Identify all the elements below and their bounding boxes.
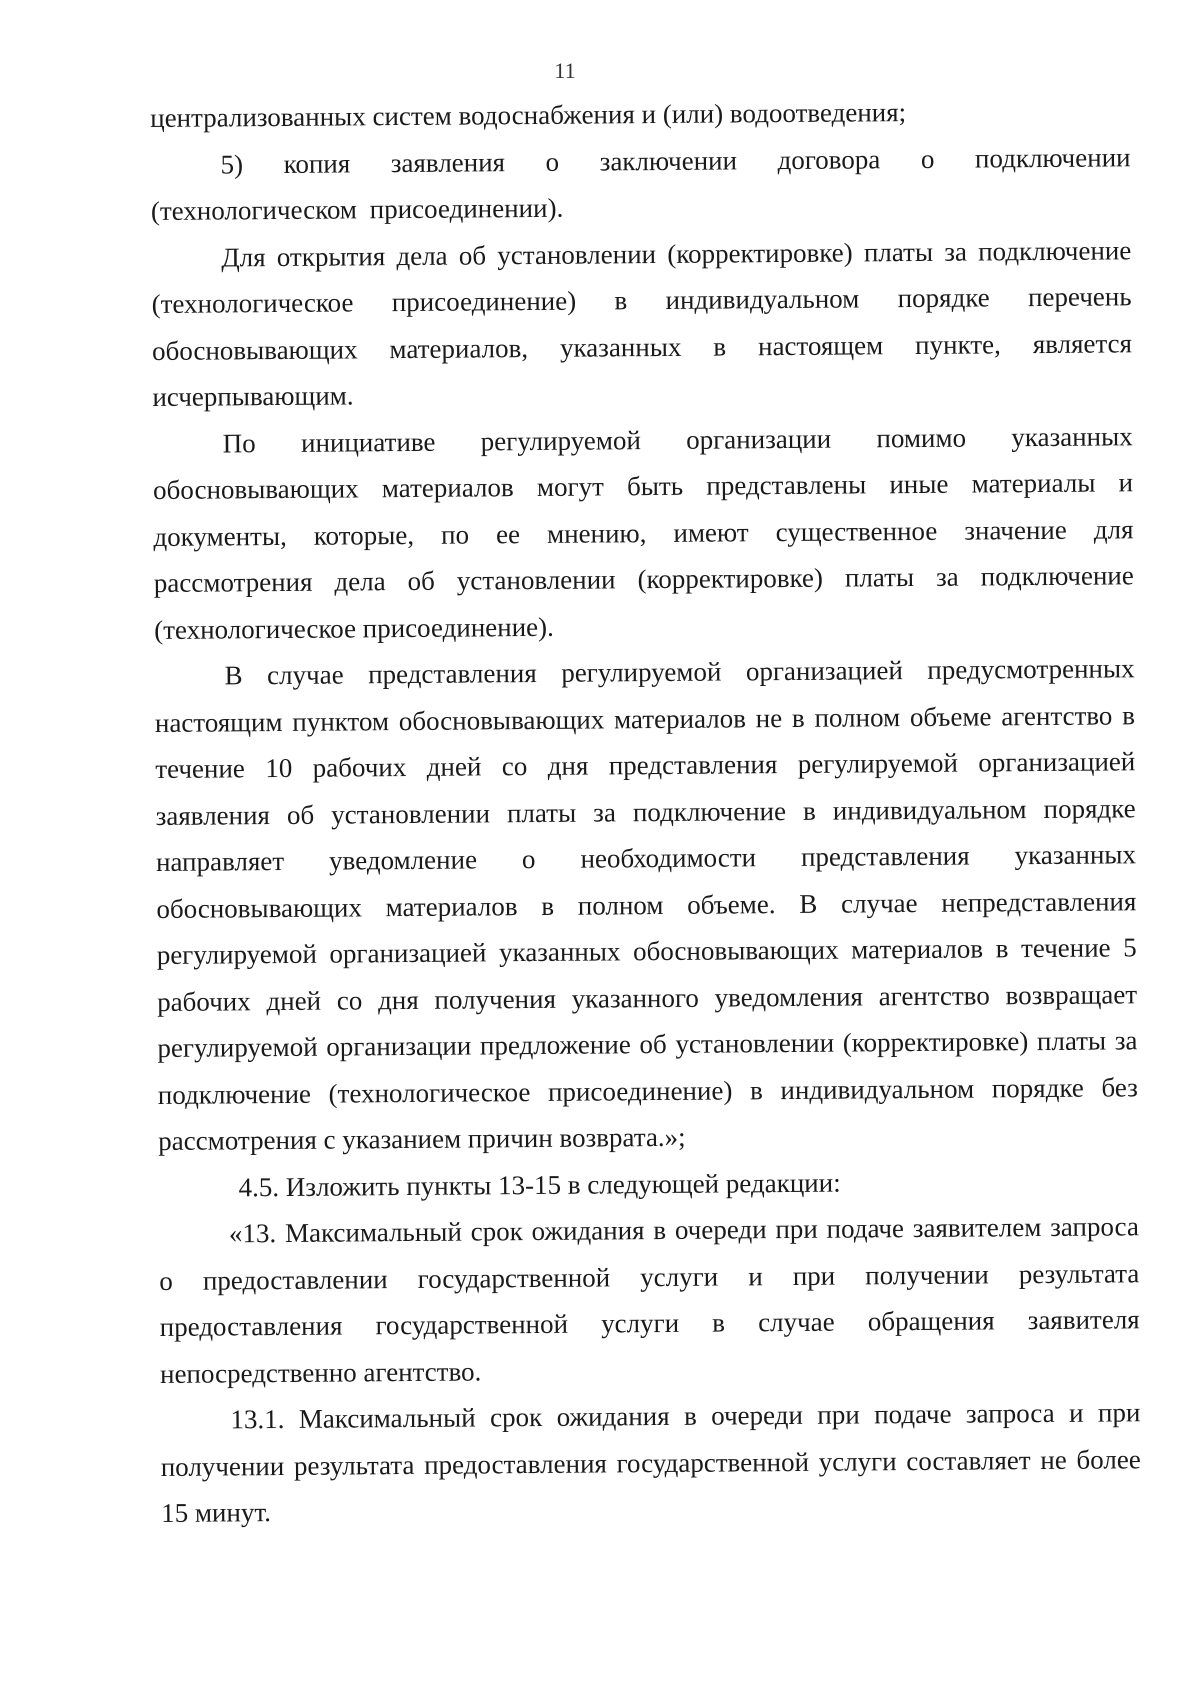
page-number: 11 (554, 58, 576, 83)
paragraph-continuation: централизованных систем водоснабжения и (или) водоотведения; (150, 97, 907, 133)
paragraph-amendment-4-5: 4.5. Изложить пункты 13-15 в следующей редакции: (238, 1167, 841, 1202)
paragraph-clause-13-1: 13.1. Максимальный срок ожидания в очереди при подаче запроса и при получении результата предоставления государственной услуги составляет не более 15 минут. (160, 1397, 1141, 1528)
paragraph-item-5: 5) копия заявления о заключении договора о подключении (технологическом присоединении). (150, 141, 1131, 226)
paragraph-initiative: По инициативе регулируемой организации помимо указанных обосновывающих материалов могут быть представлены иные материалы и документы, которые, по ее мнению, имеют существенное значение для рассмотрения дела об установлении (корректировке) платы за подключение (технологическое присоединение). (152, 420, 1134, 645)
document-body (150, 87, 1141, 1536)
paragraph-case-opening: Для открытия дела об установлении (корректировке) платы за подключение (технологическое присоединение) в индивидуальном порядке перечень обосновывающих материалов, указанных в настоящем пункте, является исчерпывающим. (151, 234, 1133, 412)
paragraph-incomplete-materials: В случае представления регулируемой организацией предусмотренных настоящим пунктом обосновывающих материалов не в полном объеме агентство в течение 10 рабочих дней со дня представления регулируемой организацией заявления об установлении платы за подключение в индивидуальном порядке направляет уведомление о необходимости представления указанных обосновывающих материалов в полном объеме. В случае непредставления регулируемой организацией указанных обосновывающих материалов в течение 5 рабочих дней со дня получения указанного уведомления агентство возвращает регулируемой организации предложение об установлении (корректировке) платы за подключение (технологическое присоединение) в индивидуальном порядке без рассмотрения с указанием причин возврата.»; (154, 653, 1138, 1156)
paragraph-clause-13: «13. Максимальный срок ожидания в очереди при подаче заявителем запроса о предоставлении государственной услуги и при получении результата предоставления государственной услуги в случае обращения заявителя непосредственно агентство. (159, 1211, 1140, 1389)
